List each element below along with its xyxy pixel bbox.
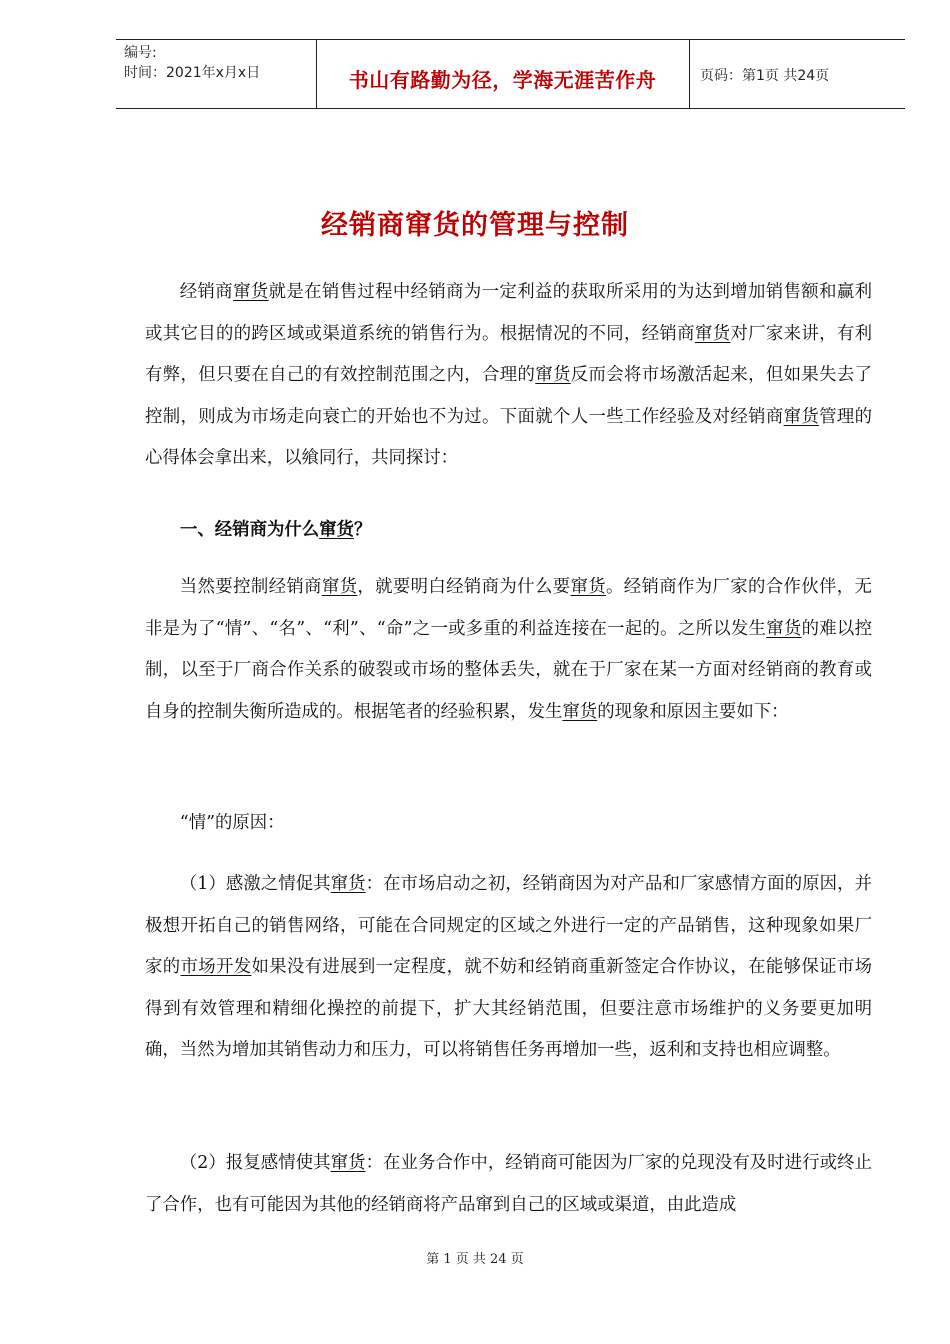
underlined-term: 窜货: [570, 577, 606, 597]
header-motto-cell: [316, 40, 690, 108]
underlined-term: 窜货: [321, 577, 358, 597]
header-page-cell: [690, 40, 905, 108]
underlined-term: 窜货: [319, 520, 354, 540]
body-paragraph: （1）感激之情促其窜货：在市场启动之初，经销商因为对产品和厂家感情方面的原因，并极想开拓自己的销售网络，可能在合同规定的区域之外进行一定的产品销售，这种现象如果厂家的市场开发如果没有进展到一定程度，就不妨和经销商重新签定合作协议，在能够保证市场得到有效管理和精细化操控的前提下，扩大其经销范围，但要注意市场维护的义务要更加明确，当然为增加其销售动力和压力，可以将销售任务再增加一些，返利和支持也相应调整。: [145, 874, 872, 1061]
underlined-term: 窜货: [330, 874, 366, 894]
underlined-term: 窜货: [562, 701, 598, 722]
underlined-term: 窜货: [783, 406, 820, 427]
body-paragraph: 当然要控制经销商窜货，就要明白经销商为什么要窜货。经销商作为厂家的合作伙伴，无非是为了“情”、“名”、“利”、“命”之一或多重的利益连接在一起的。之所以发生窜货的难以控制，以至于厂商合作关系的破裂或市场的整体丢失，就在于厂家在某一方面对经销商的教育或自身的控制失衡所造成的。根据笔者的经验积累，发生窜货的现象和原因主要如下：: [145, 577, 872, 722]
subheading-paragraph: “情”的原因：: [179, 813, 285, 833]
underlined-term: 市场开发: [180, 957, 252, 978]
document-title: 经销商窜货的管理与控制: [321, 210, 629, 241]
page-header: [116, 39, 905, 109]
underlined-term: 窜货: [766, 618, 802, 639]
document-number-label: 编号:: [124, 45, 157, 61]
page-footer: 第 1 页 共 24 页: [426, 1252, 524, 1267]
underlined-term: 窜货: [694, 323, 731, 344]
intro-paragraph: 经销商窜货就是在销售过程中经销商为一定利益的获取所采用的为达到增加销售额和赢利或其它目的的跨区域或渠道系统的销售行为。根据情况的不同，经销商窜货对厂家来讲，有利有弊，但只要在自己的有效控制范围之内，合理的窜货反而会将市场激活起来，但如果失去了控制，则成为市场走向衰亡的开始也不为过。下面就个人一些工作经验及对经销商窜货管理的心得体会拿出来，以飨同行，共同探讨：: [145, 282, 872, 469]
header-meta-cell: [116, 40, 317, 108]
underlined-term: 窜货: [233, 282, 269, 302]
document-date-label: 时间：2021年x月x日: [124, 65, 261, 81]
body-paragraph: （2）报复感情使其窜货：在业务合作中，经销商可能因为厂家的兑现没有及时进行或终止了合作，也有可能因为其他的经销商将产品窜到自己的区域或渠道，由此造成: [145, 1153, 872, 1215]
header-motto: 书山有路勤为径，学海无涯苦作舟: [348, 68, 657, 92]
section-heading: 一、经销商为什么窜货？: [180, 520, 372, 540]
underlined-term: 窜货: [330, 1153, 366, 1173]
header-page-info: 页码：第1页 共24页: [700, 68, 830, 84]
underlined-term: 窜货: [535, 365, 571, 386]
